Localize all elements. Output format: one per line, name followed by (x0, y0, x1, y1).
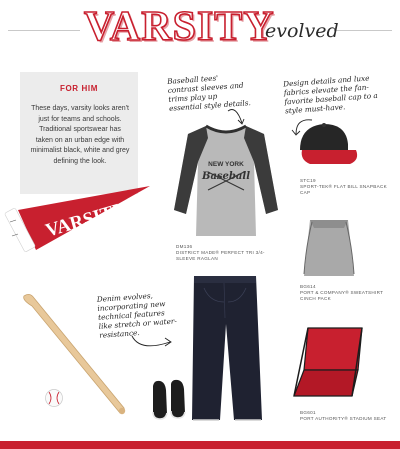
page-title: VARSITY (84, 4, 275, 50)
intro-heading: FOR HIM (60, 84, 98, 93)
shirt-graphic-top: NEW YORK (208, 161, 244, 168)
jeans-image (184, 274, 266, 424)
title-rule-right (334, 30, 392, 31)
intro-panel (20, 72, 138, 194)
pack-code: BG614 (300, 284, 316, 289)
page-subtitle: evolved (265, 20, 339, 42)
seat-caption (300, 410, 392, 422)
cinch-pack-image (298, 216, 360, 280)
pennant-image (10, 180, 160, 260)
title-rule-left (8, 30, 80, 31)
cap-arrow-icon (290, 116, 316, 138)
stadium-seat-image (288, 322, 372, 406)
sneakers-image (150, 380, 188, 420)
raglan-name: DISTRICT MADE® PERFECT TRI 3/4-SLEEVE RAGLAN (176, 250, 265, 262)
denim-arrow-icon (130, 332, 174, 354)
cap-note: Design details and luxe fabrics elevate the fan-favorite baseball cap to a style must-have. (282, 73, 379, 116)
raglan-caption (176, 244, 266, 263)
intro-body: These days, varsity looks aren't just for teams and schools. Traditional sportswear has taken on an urban edge with minimalist black, white and grey defining the look. (30, 105, 130, 165)
seat-name: PORT AUTHORITY® STADIUM SEAT (300, 416, 387, 422)
cap-code: STC19 (300, 178, 316, 183)
tee-arrow-icon (222, 103, 246, 127)
baseball-image (44, 388, 64, 408)
raglan-code: DM136 (176, 244, 193, 249)
pennant-text: VARSITY (43, 198, 130, 242)
cap-name: SPORT-TEK® FLAT BILL SNAPBACK CAP (300, 184, 387, 196)
bottom-accent-bar (0, 441, 400, 449)
pack-caption (300, 284, 392, 303)
tee-note: Baseball tees' contrast sleeves and trims play up essential style details. (166, 73, 252, 113)
cap-caption (300, 178, 390, 197)
pack-name: PORT & COMPANY® SWEATSHIRT CINCH PACK (300, 290, 384, 302)
seat-code: BG601 (300, 410, 316, 415)
denim-note: Denim evolves, incorporating new technical features like stretch or water-resistance. (96, 290, 178, 340)
shirt-graphic-script: Baseball (202, 171, 250, 182)
raglan-shirt-image (168, 118, 284, 242)
